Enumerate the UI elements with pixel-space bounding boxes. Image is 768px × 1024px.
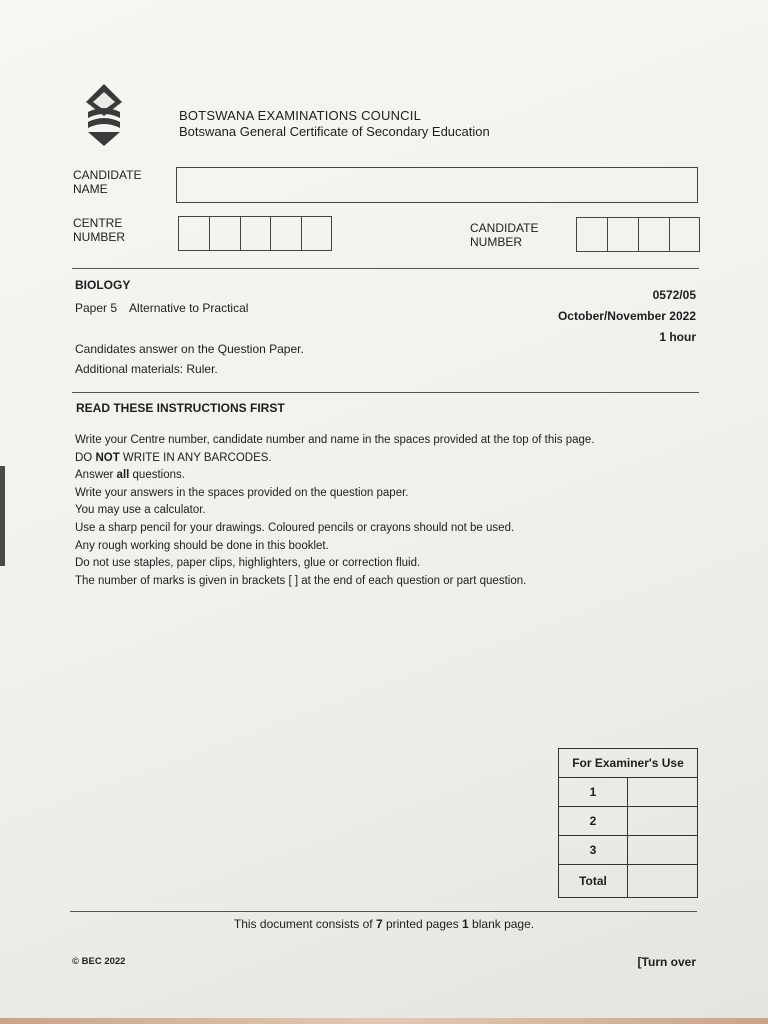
centre-number-cell[interactable] [210, 217, 241, 250]
instruction-line [75, 467, 595, 485]
total-cell[interactable] [628, 865, 698, 898]
answer-note: Candidates answer on the Question Paper. [75, 342, 304, 356]
mark-cell[interactable] [628, 807, 698, 836]
candidate-number-label-line2: NUMBER [470, 235, 523, 249]
instruction-line: Any rough working should be done in this booklet. [75, 539, 329, 552]
centre-number-label [73, 216, 125, 244]
candidate-number-field[interactable] [576, 217, 700, 252]
instruction-line: The number of marks is given in brackets [ ] at the end of each question or part question. [75, 574, 527, 587]
exam-duration: 1 hour [659, 330, 696, 344]
question-number: 1 [559, 778, 628, 807]
instruction-text: questions. [129, 469, 185, 482]
subject-title: BIOLOGY [75, 278, 131, 292]
bec-logo-icon [82, 82, 126, 148]
candidate-number-label [470, 221, 538, 249]
table-row [559, 807, 698, 836]
copyright-notice: © BEC 2022 [72, 956, 126, 967]
examiners-use-table [558, 748, 698, 898]
candidate-number-cell[interactable] [577, 218, 608, 251]
centre-number-cell[interactable] [302, 217, 331, 250]
org-name: BOTSWANA EXAMINATIONS COUNCIL [179, 108, 421, 123]
centre-number-cell[interactable] [271, 217, 302, 250]
binder-clip [0, 466, 5, 566]
instruction-text: Answer [75, 469, 117, 482]
paper-code: 0572/05 [652, 288, 696, 302]
printed-pages-count: 7 [375, 917, 383, 931]
centre-number-label-line2: NUMBER [73, 230, 126, 244]
centre-number-cell[interactable] [241, 217, 271, 250]
examiners-use-title: For Examiner's Use [559, 749, 698, 778]
centre-number-label-line1: CENTRE [73, 216, 123, 230]
page-count-text: This document consists of [233, 917, 376, 931]
instructions-list [75, 432, 595, 590]
instructions-heading: READ THESE INSTRUCTIONS FIRST [76, 401, 285, 415]
total-label: Total [559, 865, 628, 898]
mark-cell[interactable] [628, 778, 698, 807]
paper-line [75, 301, 248, 315]
additional-materials: Additional materials: Ruler. [75, 362, 218, 376]
instruction-line: You may use a calculator. [75, 504, 206, 517]
question-number: 2 [559, 807, 628, 836]
table-row [559, 778, 698, 807]
page-count-text: printed pages [382, 917, 463, 931]
paper-number: Paper 5 [75, 301, 118, 315]
candidate-number-cell[interactable] [670, 218, 699, 251]
instruction-line [75, 450, 595, 468]
certificate-name: Botswana General Certificate of Secondary Education [179, 124, 490, 139]
mark-cell[interactable] [628, 836, 698, 865]
instruction-emphasis: NOT [95, 451, 120, 464]
turn-over-note: [Turn over [637, 955, 696, 969]
paper-title: Alternative to Practical [129, 301, 249, 315]
table-row [559, 865, 698, 898]
page-count-text: blank page. [468, 917, 535, 931]
instruction-emphasis: all [116, 469, 130, 482]
candidate-number-cell[interactable] [639, 218, 670, 251]
candidate-name-label-line1: CANDIDATE [73, 168, 142, 182]
table-row [559, 836, 698, 865]
candidate-name-field[interactable] [176, 167, 698, 203]
header-organization [179, 108, 490, 140]
divider-middle [72, 392, 699, 393]
divider-top [72, 268, 699, 269]
exam-session: October/November 2022 [557, 309, 696, 323]
blank-pages-count: 1 [462, 917, 469, 931]
centre-number-field[interactable] [178, 216, 332, 251]
instruction-line: Do not use staples, paper clips, highlighters, glue or correction fluid. [75, 557, 421, 570]
page-count-note [0, 917, 768, 931]
divider-bottom [70, 911, 697, 912]
instruction-line: Write your Centre number, candidate number and name in the spaces provided at the top of this page. [75, 434, 595, 446]
instruction-line: Use a sharp pencil for your drawings. Coloured pencils or crayons should not be used. [75, 521, 515, 534]
question-number: 3 [559, 836, 628, 865]
centre-number-cell[interactable] [179, 217, 210, 250]
candidate-number-cell[interactable] [608, 218, 639, 251]
instruction-text: WRITE IN ANY BARCODES. [119, 451, 272, 464]
candidate-name-label-line2: NAME [73, 182, 108, 196]
instruction-line: Write your answers in the spaces provided on the question paper. [75, 486, 409, 499]
paper-bottom-edge [0, 1018, 768, 1024]
instruction-text: DO [75, 451, 96, 464]
candidate-number-label-line1: CANDIDATE [470, 221, 539, 235]
candidate-name-label [73, 168, 141, 196]
